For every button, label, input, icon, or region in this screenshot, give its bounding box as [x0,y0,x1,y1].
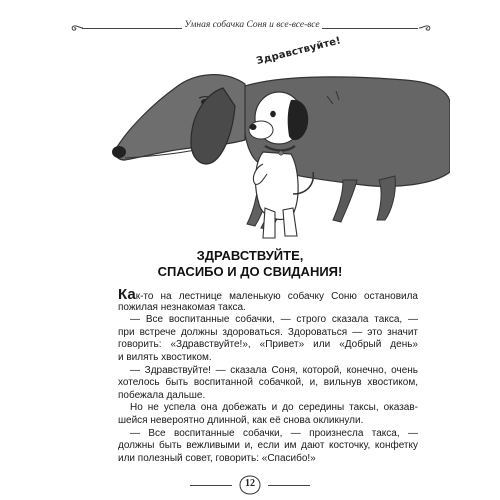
paragraph-line: должны быть вежливыми и, если им дают косточку, конфетку [118,440,418,452]
footer-rule-right [268,485,310,486]
header-rule-left [82,28,182,29]
paragraph-line: Но не успела она добежать и до середины таксы, оказав- [130,402,418,414]
paragraph-line: или полезный совет, говорить: «Спасибо!» [118,452,316,464]
header-ornament-right-icon [418,21,432,35]
paragraph-line: шейся невероятно длинной, как её снова окликнули. [118,414,364,426]
footer-rule-left [190,485,232,486]
page-number: 12 [245,478,255,489]
paragraph-line: говорить: «Здравствуйте!», «Привет» или «Добрый день» [118,339,418,351]
paragraph-line-text: к-то на лестнице маленькую собачку Соню остановила [135,291,418,302]
dogs-illustration [95,44,450,244]
paragraph-line: хотелось быть воспитанной собачкой, и, вильнув хвостиком, [118,377,418,389]
chapter-title-line-2: СПАСИБО И ДО СВИДАНИЯ! [157,264,343,279]
running-header-title: Умная собачка Соня и все-все-все [184,20,320,30]
body-text [118,286,418,465]
paragraph-line: — Все воспитанные собачки, — строго сказала такса, — [130,314,418,326]
paragraph-line: — Все воспитанные собачки, — произнесла такса, — [130,427,418,439]
paragraph-line: и вилять хвостиком. [118,351,212,363]
chapter-title-line-1: ЗДРАВСТВУЙТЕ, [196,248,304,263]
paragraph-line: при встрече должны здороваться. Здороваться — это значит [118,326,418,338]
paragraph-line: пожилая незнакомая такса. [118,301,246,313]
speech-exclamation: Здравствуйте! [255,35,343,67]
header-rule-right [322,28,418,29]
paragraph-line [118,286,418,303]
drop-cap: Ка [118,286,136,303]
paragraph-line: побежала дальше. [118,389,206,401]
paragraph-line: — Здравствуйте! — сказала Соня, которой, конечно, очень [130,364,418,376]
